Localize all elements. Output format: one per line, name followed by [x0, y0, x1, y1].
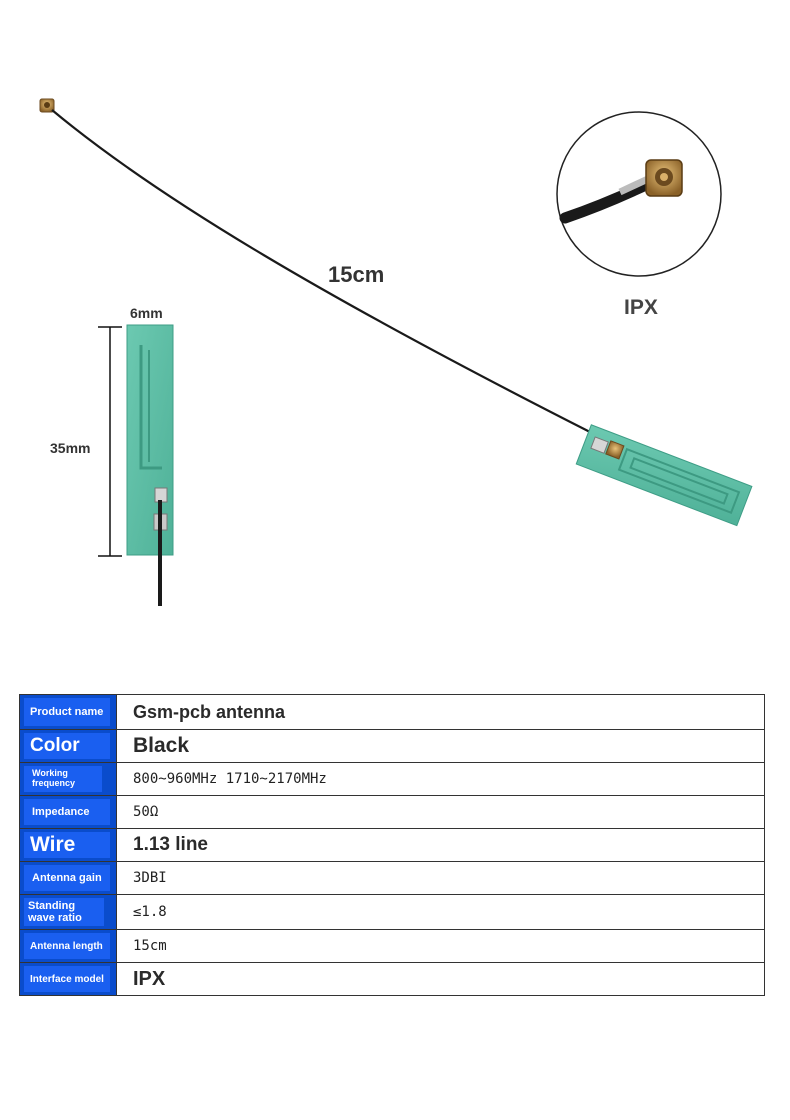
spec-key-antenna-length: Antenna length: [24, 933, 110, 959]
spec-value-antenna-length: 15cm: [133, 938, 167, 954]
spec-value-product-name: Gsm-pcb antenna: [133, 701, 286, 722]
spec-value-antenna-gain: 3DBI: [133, 870, 167, 886]
height-dimension-marker: [98, 327, 122, 556]
spec-key-wire: Wire: [24, 832, 110, 858]
spec-value-impedance: 50Ω: [133, 804, 159, 820]
pcb-height-label: 35mm: [50, 440, 91, 456]
spec-key-working-frequency: Working frequency: [24, 766, 102, 792]
spec-value-wire: 1.13 line: [133, 834, 208, 855]
spec-key-interface-model: Interface model: [24, 966, 110, 992]
spec-value-color: Black: [133, 734, 190, 757]
spec-key-product-name: Product name: [24, 698, 110, 726]
pcb-antenna-tilted: [576, 425, 752, 526]
connector-type-label: IPX: [624, 296, 658, 319]
cable-length-label: 15cm: [328, 262, 385, 287]
connector-zoom-circle: [557, 112, 721, 276]
table-row: [20, 796, 765, 829]
spec-table: [19, 694, 765, 996]
table-row: [20, 695, 765, 730]
table-row: [20, 930, 765, 963]
spec-key-color: Color: [24, 733, 110, 759]
spec-key-standing-wave-ratio: Standing wave ratio: [24, 898, 104, 926]
spec-value-interface-model: IPX: [133, 967, 166, 990]
spec-key-impedance: Impedance: [24, 799, 110, 825]
table-row: [20, 730, 765, 763]
spec-value-standing-wave-ratio: ≤1.8: [133, 904, 167, 920]
ipx-connector-icon: [40, 99, 54, 112]
spec-value-working-frequency: 800~960MHz 1710~2170MHz: [133, 771, 327, 787]
table-row: [20, 862, 765, 895]
pcb-width-label: 6mm: [130, 305, 163, 321]
pcb-antenna-vertical: [127, 325, 173, 606]
table-row: [20, 763, 765, 796]
table-row: [20, 963, 765, 996]
table-row: [20, 895, 765, 930]
table-row: [20, 829, 765, 862]
spec-key-antenna-gain: Antenna gain: [24, 865, 110, 891]
